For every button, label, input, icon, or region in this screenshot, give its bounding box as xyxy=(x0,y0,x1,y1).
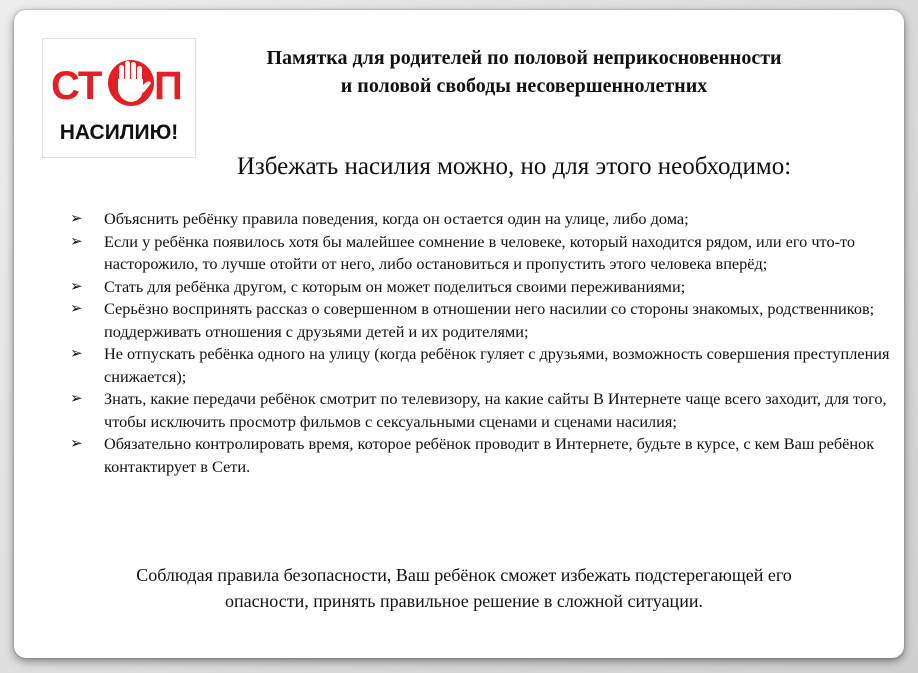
stop-hand-icon xyxy=(43,39,195,157)
page-title xyxy=(194,44,854,100)
list-item-text: Не отпускать ребёнка одного на улицу (когда ребёнок гуляет с друзьями, возможность совершения преступления снижается); xyxy=(104,344,890,386)
list-item-text: Стать для ребёнка другом, с которым он может поделиться своими переживаниями; xyxy=(104,276,686,296)
list-item xyxy=(70,208,890,231)
logo-stop-left: СТ xyxy=(51,64,102,108)
list-item xyxy=(70,276,890,299)
arrow-bullet-icon: ➢ xyxy=(70,391,83,407)
arrow-bullet-icon: ➢ xyxy=(70,233,83,250)
list-item xyxy=(70,343,890,388)
list-item-text: Серьёзно воспринять рассказ о совершенном в отношении него насилии со стороны знакомых, родственников; поддерживать отношения с друзьями детей и их родителями; xyxy=(104,299,875,341)
list-item xyxy=(70,433,890,478)
title-line-1: Памятка для родителей по половой неприкосновенности xyxy=(266,47,782,69)
arrow-bullet-icon: ➢ xyxy=(70,211,83,227)
section-subtitle: Избежать насилия можно, но для этого необходимо: xyxy=(236,153,792,180)
list-item xyxy=(70,388,890,433)
stop-violence-logo xyxy=(42,38,196,158)
arrow-bullet-icon: ➢ xyxy=(70,346,83,362)
arrow-bullet-icon: ➢ xyxy=(70,278,83,295)
list-item-text: Объяснить ребёнку правила поведения, когда он остается один на улице, либо дома; xyxy=(104,209,689,228)
list-item xyxy=(70,231,890,276)
title-line-2: и половой свободы несовершеннолетних xyxy=(340,75,708,97)
list-item xyxy=(70,298,890,343)
list-item-text: Знать, какие передачи ребёнок смотрит по телевизору, на какие сайты В Интернете чаще всего заходит, для того, чтобы исключить просмотр фильмов с сексуальными сценами и сценами насилия; xyxy=(104,389,887,431)
arrow-bullet-icon: ➢ xyxy=(70,436,83,452)
logo-stop-right: П xyxy=(154,64,183,108)
rules-list xyxy=(70,208,890,478)
closing-paragraph: Соблюдая правила безопасности, Ваш ребёнок сможет избежать подстерегающей его опасности, принять правильное решение в сложной ситуации. xyxy=(136,565,792,611)
list-item-text: Обязательно контролировать время, которое ребёнок проводит в Интернете, будьте в курсе, с кем Ваш ребёнок контактирует в Сети. xyxy=(104,434,875,476)
list-item-text: Если у ребёнка появилось хотя бы малейшее сомнение в человеке, который находится рядом, или его что-то насторожило, то лучше отойти от него, либо остановиться и пропустить этого человека вперёд; xyxy=(104,231,856,273)
logo-violence-word: НАСИЛИЮ! xyxy=(59,121,179,144)
memo-card xyxy=(14,10,904,658)
arrow-bullet-icon: ➢ xyxy=(70,301,83,317)
